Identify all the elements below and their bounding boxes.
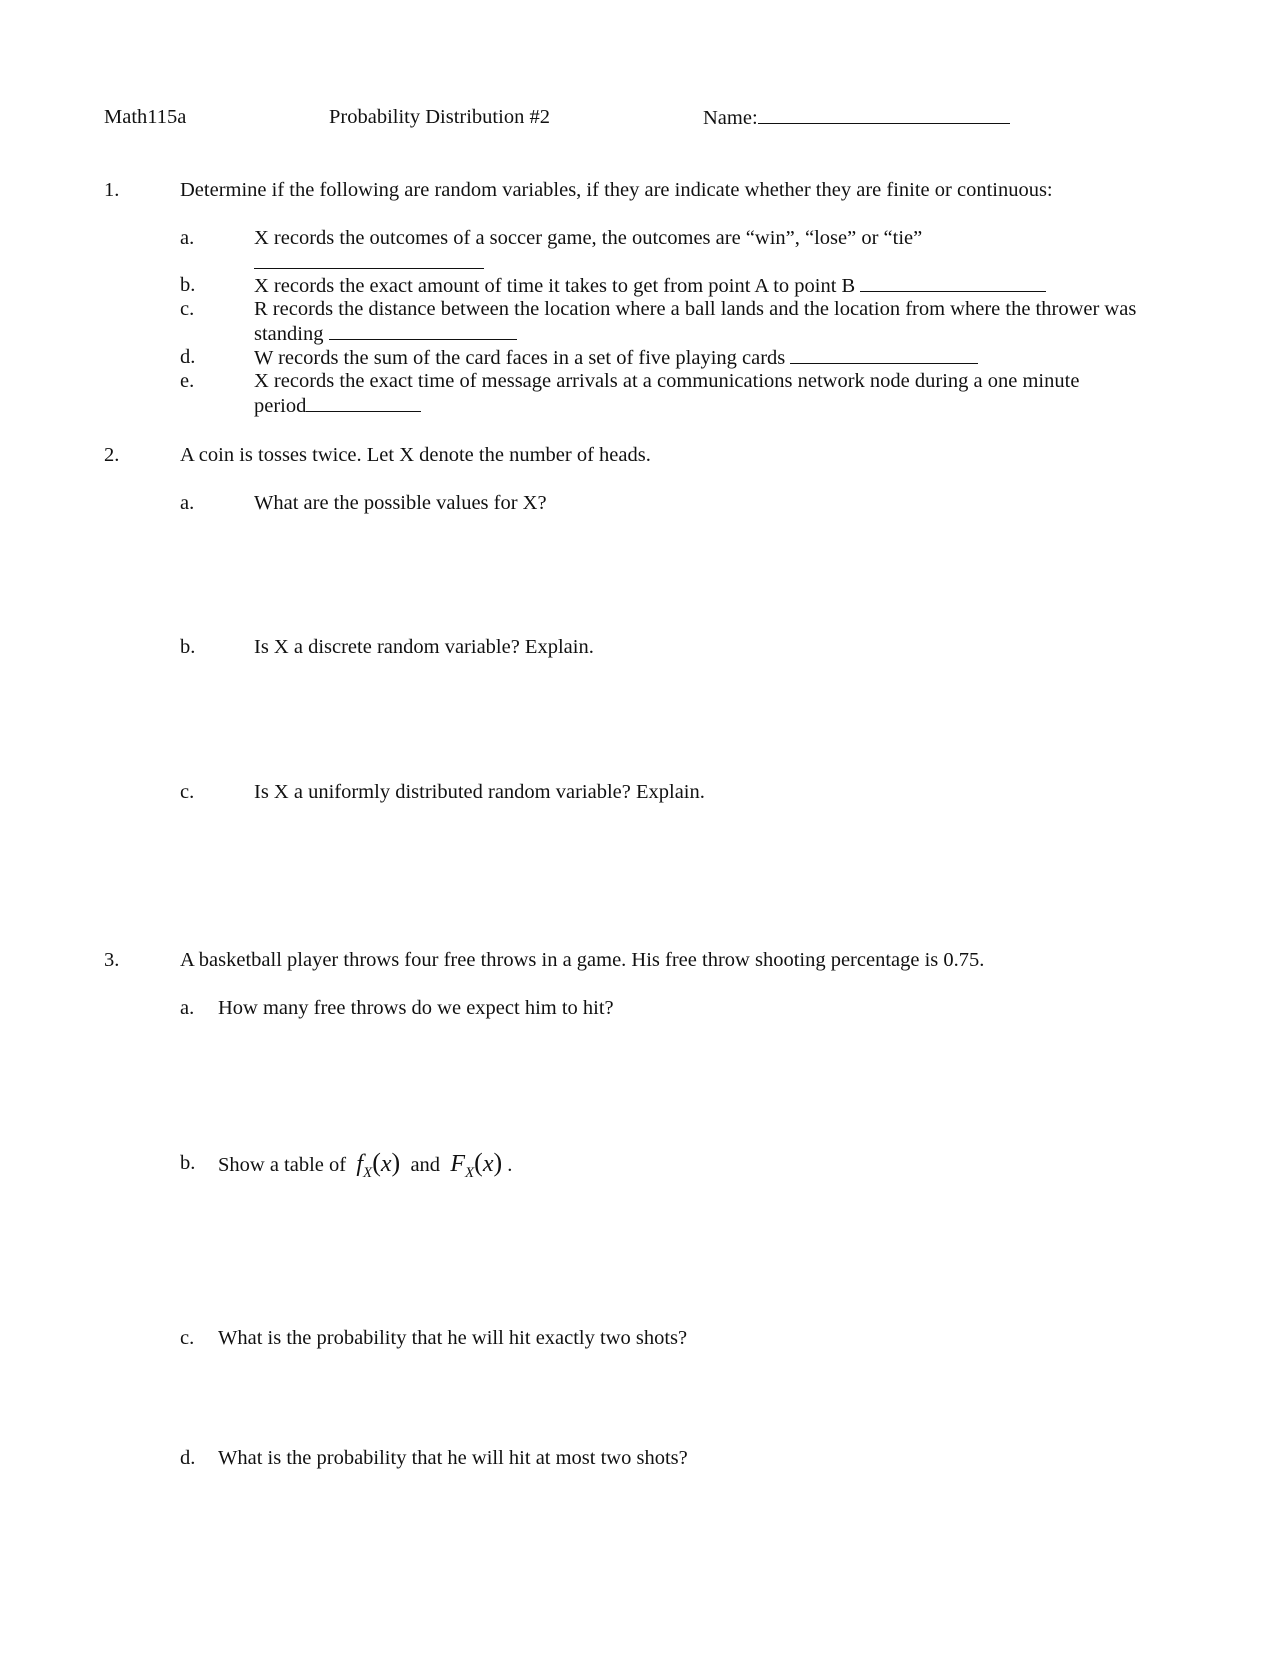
q3b-label: b. xyxy=(180,1152,196,1174)
q1c-label: c. xyxy=(180,298,195,320)
name-label: Name: xyxy=(703,107,758,129)
q2-prompt: A coin is tosses twice. Let X denote the number of heads. xyxy=(180,444,651,466)
q1c-line2 xyxy=(254,321,517,346)
q1b-label: b. xyxy=(180,274,196,296)
q3c-label: c. xyxy=(180,1327,195,1349)
q1b-line xyxy=(254,273,1046,298)
q3d-text: What is the probability that he will hit at most two shots? xyxy=(218,1447,688,1469)
q1d-blank[interactable] xyxy=(790,345,978,364)
course-code: Math115a xyxy=(104,106,187,128)
q3-number: 3. xyxy=(104,949,120,971)
q2c-text: Is X a uniformly distributed random variable? Explain. xyxy=(254,781,705,803)
q2c-label: c. xyxy=(180,781,195,803)
q3-prompt: A basketball player throws four free throws in a game. His free throw shooting percentage is 0.75. xyxy=(180,949,985,971)
worksheet-title: Probability Distribution #2 xyxy=(329,106,550,128)
q2a-label: a. xyxy=(180,492,195,514)
cdf-symbol: $F_X(x)$ xyxy=(450,1148,503,1181)
q3b-connector: and xyxy=(410,1154,441,1176)
name-field[interactable] xyxy=(703,105,1010,130)
q1-number: 1. xyxy=(104,179,120,201)
q1c-text2: standing xyxy=(254,323,324,345)
q3b-end: . xyxy=(507,1154,513,1176)
q1d-label: d. xyxy=(180,346,196,368)
q1d-text: W records the sum of the card faces in a set of five playing cards xyxy=(254,347,786,369)
q1c-text: R records the distance between the location where a ball lands and the location from where the thrower was xyxy=(254,298,1137,320)
q2b-label: b. xyxy=(180,636,196,658)
q2a-text: What are the possible values for X? xyxy=(254,492,547,514)
q1e-line2 xyxy=(254,393,421,418)
q1-prompt: Determine if the following are random variables, if they are indicate whether they are finite or continuous: xyxy=(180,179,1053,201)
q1e-text: X records the exact time of message arrivals at a communications network node during a one minute xyxy=(254,370,1080,392)
q1a-text: X records the outcomes of a soccer game, the outcomes are “win”, “lose” or “tie” xyxy=(254,227,923,249)
q3b-line xyxy=(218,1148,513,1181)
q1e-blank[interactable] xyxy=(306,393,421,412)
q1b-text: X records the exact amount of time it takes to get from point A to point B xyxy=(254,275,856,297)
q3a-label: a. xyxy=(180,997,195,1019)
q1e-label: e. xyxy=(180,370,195,392)
q1b-blank[interactable] xyxy=(860,273,1046,292)
q3a-text: How many free throws do we expect him to hit? xyxy=(218,997,614,1019)
q3b-text: Show a table of xyxy=(218,1154,347,1176)
q2-number: 2. xyxy=(104,444,120,466)
q1c-blank[interactable] xyxy=(329,321,517,340)
q1a-label: a. xyxy=(180,227,195,249)
name-blank[interactable] xyxy=(758,105,1010,124)
q2b-text: Is X a discrete random variable? Explain. xyxy=(254,636,594,658)
q3c-text: What is the probability that he will hit exactly two shots? xyxy=(218,1327,688,1349)
q1a-blank[interactable] xyxy=(254,250,484,275)
q3d-label: d. xyxy=(180,1447,196,1469)
pmf-symbol: $f_X(x)$ xyxy=(356,1148,401,1181)
q1d-line xyxy=(254,345,978,370)
q1e-text2: period xyxy=(254,395,307,417)
